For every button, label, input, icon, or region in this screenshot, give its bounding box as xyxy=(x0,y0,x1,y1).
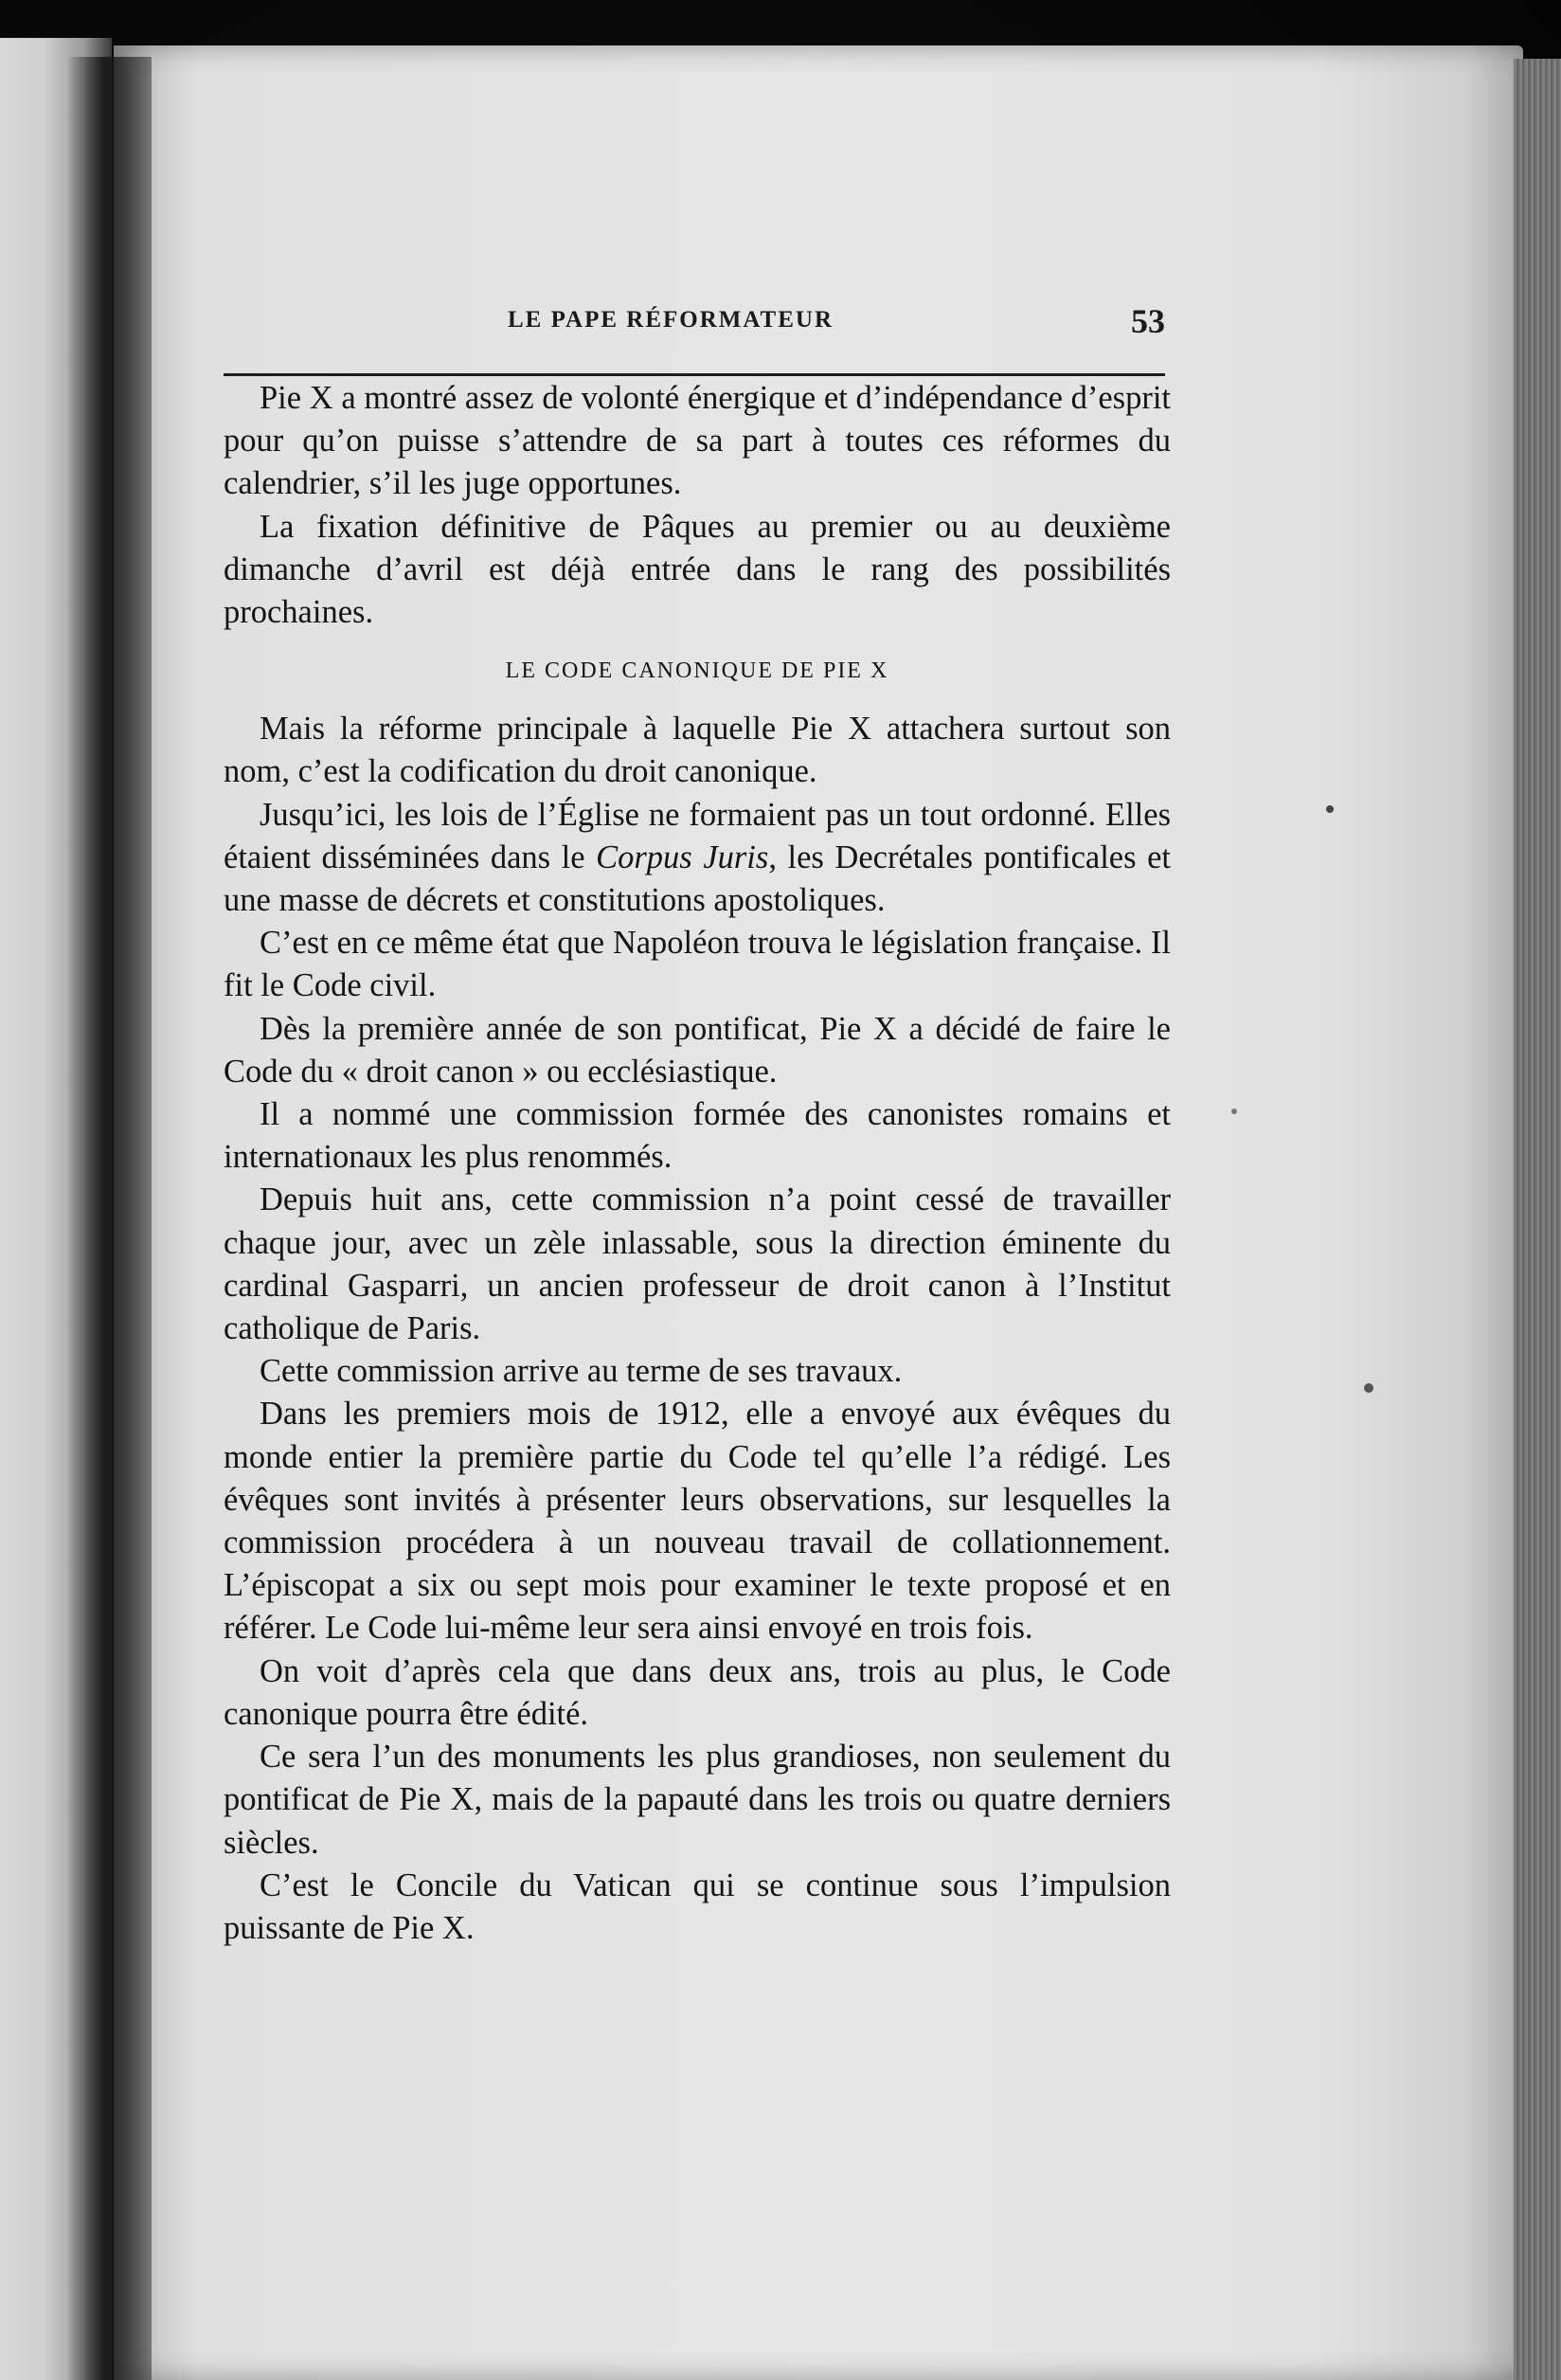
paragraph-text: Dans les premiers mois de 1912, elle a envoyé aux évêques du monde entier la première partie du Code tel qu’elle l’a rédigé. Les évêques sont invités à présenter leurs observations, sur lesquelles la commission procédera à un nouveau travail de collationnement. L’épiscopat a six ou sept mois pour examiner le texte proposé et en référer. Le Code lui-même leur sera ainsi envoyé en trois fois. xyxy=(224,1396,1171,1647)
dust-speck xyxy=(1231,1109,1237,1114)
paragraph-text: Il a nommé une commission formée des canonistes romains et internationaux les plus renommés. xyxy=(224,1096,1171,1176)
paragraph-text: C’est en ce même état que Napoléon trouva le législation française. Il fit le Code civil. xyxy=(224,925,1171,1004)
paragraph-text: Cette commission arrive au terme de ses travaux. xyxy=(260,1353,903,1390)
page-text xyxy=(224,377,1171,1950)
paragraph xyxy=(224,1008,1171,1093)
paragraph-text: , les Decrétales pontificales et une masse de décrets et constitutions apostoliques. xyxy=(224,838,1171,919)
paragraph-text: Mais la réforme principale à laquelle Pie X attachera surtout son nom, c’est la codification du droit canonique. xyxy=(224,711,1171,790)
dust-speck xyxy=(1364,1383,1373,1393)
paragraph: Pie X a montré assez de volonté énergique et d’indépendance d’esprit pour qu’on puisse s’attendre de sa part à toutes ces réformes du calendrier, s’il les juge opportunes. xyxy=(224,380,1171,502)
paragraph xyxy=(224,1736,1171,1865)
gutter-shadow xyxy=(66,57,152,2380)
italic-title: Corpus Juris xyxy=(596,838,769,875)
running-title: LE PAPE RÉFORMATEUR xyxy=(508,307,834,333)
section-heading: LE CODE CANONIQUE DE PIE X xyxy=(505,658,889,684)
running-head xyxy=(224,301,1165,352)
paragraph xyxy=(224,794,1171,923)
paragraph xyxy=(224,1350,1171,1393)
paragraph xyxy=(224,1650,1171,1736)
paragraph-text: Jusqu’ici, les lois de l’Église ne formaient pas un tout ordonné. Elles étaient disséminées dans le xyxy=(224,796,1171,875)
paragraph xyxy=(224,708,1171,793)
paragraph-text: On voit d’après cela que dans deux ans, trois au plus, le Code canonique pourra être édité. xyxy=(224,1652,1171,1732)
paragraph xyxy=(224,1393,1171,1650)
paragraph xyxy=(224,1865,1171,1950)
paragraph: La fixation définitive de Pâques au premier ou au deuxième dimanche d’avril est déjà entrée dans le rang des possibilités prochaines. xyxy=(224,508,1171,631)
header-rule xyxy=(224,373,1165,376)
paragraph-text: Dès la première année de son pontificat, Pie X a décidé de faire le Code du « droit canon » ou ecclésiastique. xyxy=(224,1010,1171,1090)
paragraph-text: Ce sera l’un des monuments les plus grandioses, non seulement du pontificat de Pie X, mais de la papauté dans les trois ou quatre derniers siècles. xyxy=(224,1739,1171,1861)
paragraph-text: Depuis huit ans, cette commission n’a point cessé de travailler chaque jour, avec un zèle inlassable, sous la direction éminente du cardinal Gasparri, un ancien professeur de droit canon à l’Institut catholique de Paris. xyxy=(224,1181,1171,1347)
paragraph-text: C’est le Concile du Vatican qui se continue sous l’impulsion puissante de Pie X. xyxy=(224,1866,1171,1946)
paragraph xyxy=(224,922,1171,1007)
dust-speck xyxy=(1326,805,1334,813)
page-stack-edge xyxy=(1514,59,1561,2380)
page-number: 53 xyxy=(1131,302,1165,340)
paragraph xyxy=(224,1093,1171,1179)
paragraph xyxy=(224,1179,1171,1350)
